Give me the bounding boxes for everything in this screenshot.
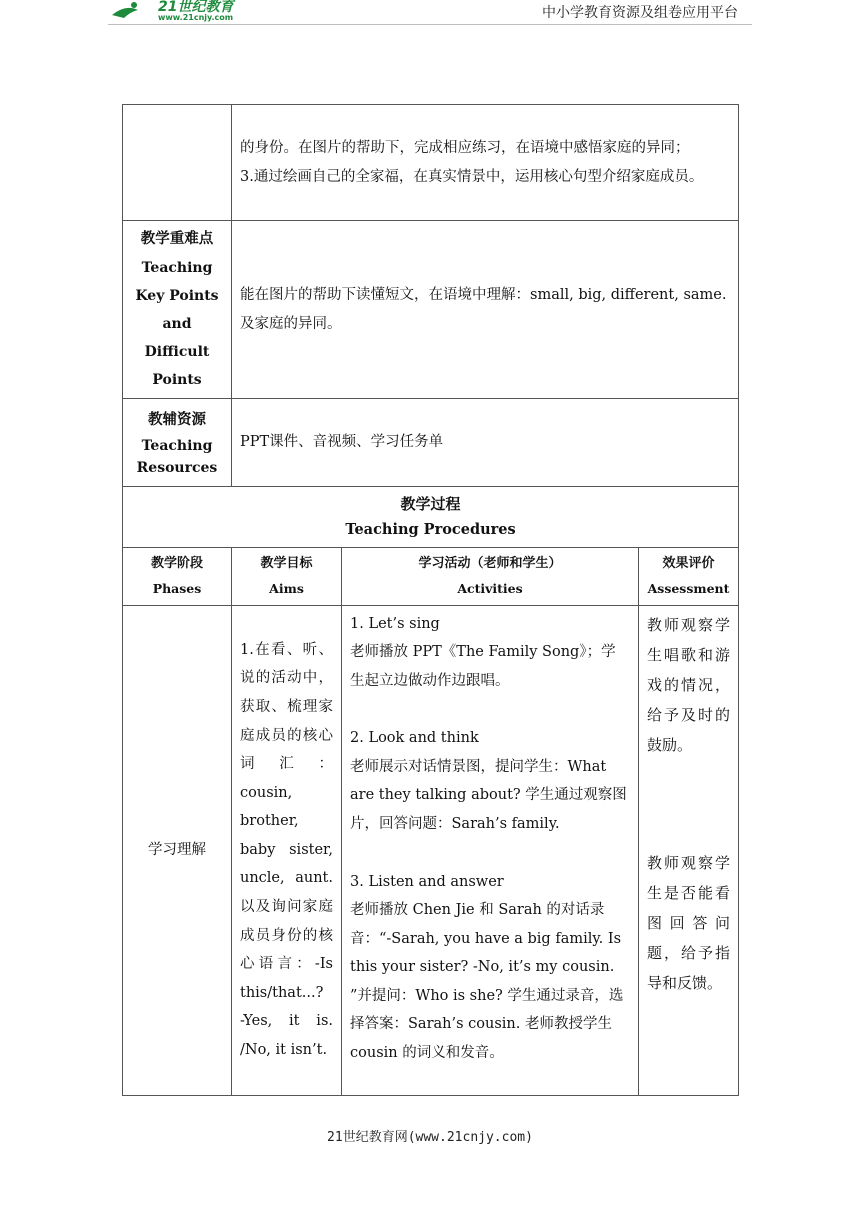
label-en: Key Points — [135, 288, 219, 304]
aims-cell — [232, 605, 342, 1095]
key-points-content: 能在图片的帮助下读懂短文，在语境中理解：small, big, different, same.及家庭的异同。 — [232, 221, 739, 399]
logo-text: 21世纪教育 — [158, 0, 234, 15]
label-en: Teaching — [141, 437, 213, 454]
column-header — [639, 547, 739, 605]
label-en: Resources — [136, 460, 218, 476]
assessment-text: 教师观察学生是否能看图回答问题，给予指导和反馈。 — [647, 853, 731, 992]
label-en: Points — [152, 372, 202, 388]
key-points-row — [123, 221, 739, 399]
aims-text: 1.在看、听、说的活动中，获取、梳理家庭成员的核心词汇：cousin, brother, baby sister, uncle, aunt. 以及询问家庭成员身份的核心语言：-Is this/that...? — [240, 641, 333, 1001]
assessment-text: 教师观察学生唱歌和游戏的情况，给予及时的鼓励。 — [647, 615, 731, 754]
column-header-en: Activities — [457, 580, 523, 596]
column-header-cn: 教学阶段 — [150, 555, 203, 571]
objectives-content — [232, 105, 739, 221]
column-header-en: Assessment — [647, 580, 730, 596]
column-header-cn: 教学目标 — [260, 555, 313, 571]
runner-logo-icon — [112, 8, 138, 18]
procedures-title-en: Teaching Procedures — [345, 521, 516, 539]
objectives-label-cell — [123, 105, 232, 221]
label-cn: 教辅资源 — [148, 411, 206, 428]
aims-text: -Yes, it is. /No, it isn’t. — [240, 1013, 333, 1058]
platform-name: 中小学教育资源及组卷应用平台 — [542, 5, 738, 21]
column-header-en: Aims — [269, 580, 304, 596]
page-footer: 21世纪教育网(www.21cnjy.com) — [327, 1130, 533, 1145]
column-header — [123, 547, 232, 605]
site-logo — [108, 0, 278, 22]
column-header-en: Phases — [152, 580, 202, 596]
phase-cell: 学习理解 — [123, 605, 232, 1095]
activity-title: 3. Listen and answer — [350, 873, 504, 890]
lesson-plan-table — [122, 104, 739, 1096]
activity-title: 1. Let’s sing — [350, 615, 440, 632]
procedures-title-row — [123, 487, 739, 548]
column-header — [232, 547, 342, 605]
objectives-row — [123, 105, 739, 221]
activity-body: 老师展示对话情景图，提问学生：What are they talking about? 学生通过观察图片，回答问题：Sarah’s family. — [350, 758, 627, 832]
key-points-label — [123, 221, 232, 399]
resources-content: PPT课件、音视频、学习任务单 — [232, 399, 739, 487]
resources-row — [123, 399, 739, 487]
column-header — [342, 547, 639, 605]
header-divider — [108, 24, 752, 25]
activity-body: 老师播放 PPT《The Family Song》；学生起立边做动作边跟唱。 — [350, 644, 616, 689]
label-en: and — [162, 316, 192, 332]
column-header-cn: 效果评价 — [662, 555, 715, 571]
assessment-cell — [639, 605, 739, 1095]
table-row — [123, 605, 739, 1095]
column-header-row — [123, 547, 739, 605]
column-header-cn: 学习活动（老师和学生） — [418, 555, 562, 571]
logo-url: www.21cnjy.com — [158, 13, 234, 22]
label-en: Teaching — [141, 260, 213, 276]
objective-line: 3.通过绘画自己的全家福，在真实情景中，运用核心句型介绍家庭成员。 — [240, 168, 704, 185]
activities-cell — [342, 605, 639, 1095]
resources-label — [123, 399, 232, 487]
label-en: Difficult — [144, 344, 210, 360]
procedures-title-cn: 教学过程 — [400, 495, 461, 513]
activity-body: 老师播放 Chen Jie 和 Sarah 的对话录音：“-Sarah, you have a big family. Is this your sister? -No, it’s my cousin. ”并提问：Who is she? 学生通过录音，选择答案：Sarah’s cousin. 老师教授学生 cousin 的词义和发音。 — [350, 902, 624, 1061]
label-cn: 教学重难点 — [140, 231, 214, 247]
objective-line: 的身份。在图片的帮助下，完成相应练习，在语境中感悟家庭的异同； — [240, 140, 690, 157]
activity-title: 2. Look and think — [350, 730, 479, 747]
procedures-title — [123, 487, 739, 548]
